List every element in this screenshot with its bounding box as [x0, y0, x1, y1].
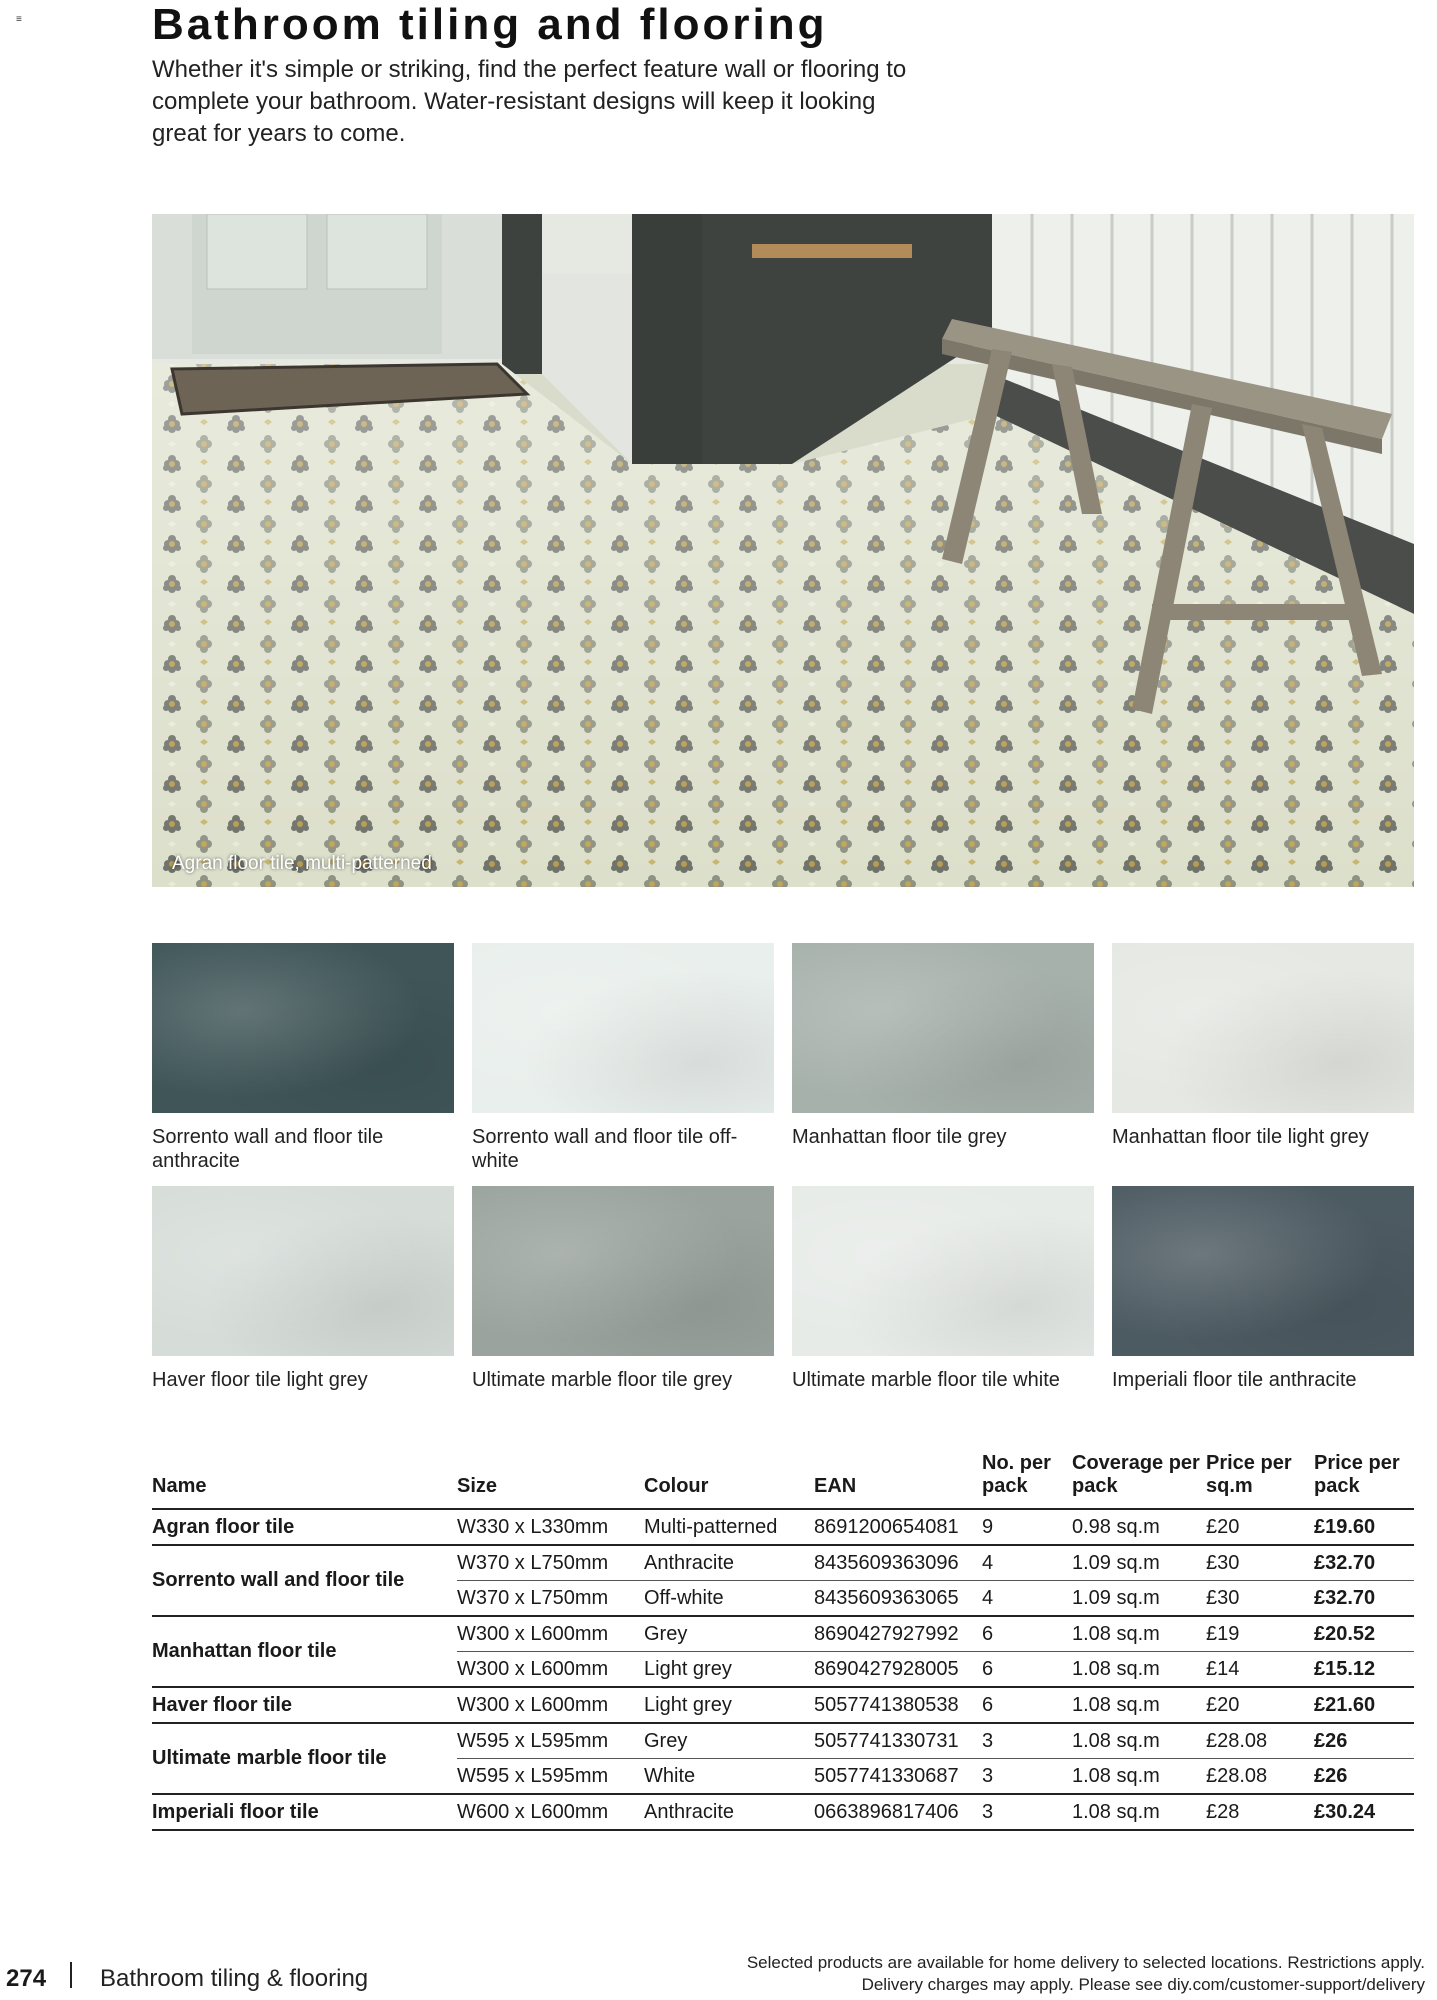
cell-size: W300 x L600mm — [457, 1616, 644, 1652]
cell-price-pack: £15.12 — [1314, 1652, 1414, 1688]
cell-price-pack: £19.60 — [1314, 1509, 1414, 1545]
swatch-image — [472, 943, 774, 1113]
cell-coverage: 0.98 sq.m — [1072, 1509, 1206, 1545]
cell-coverage: 1.08 sq.m — [1072, 1759, 1206, 1795]
table-row — [152, 1545, 1414, 1581]
footer-divider — [70, 1962, 72, 1988]
cell-ean: 8435609363065 — [814, 1581, 982, 1617]
hero-caption: Agran floor tile, multi-patterned — [172, 853, 432, 874]
swatch-image — [792, 943, 1094, 1113]
swatch-haver-light-grey[interactable] — [152, 1186, 454, 1392]
swatch-image — [1112, 1186, 1414, 1356]
cell-coverage: 1.08 sq.m — [1072, 1652, 1206, 1688]
cell-price-sqm: £28.08 — [1206, 1759, 1314, 1795]
swatch-image — [1112, 943, 1414, 1113]
swatch-label: Manhattan floor tile light grey — [1112, 1126, 1369, 1148]
cell-coverage: 1.08 sq.m — [1072, 1687, 1206, 1723]
col-header-ean: EAN — [814, 1452, 982, 1509]
hallway-floor-illustration — [152, 214, 1414, 887]
cell-size: W595 x L595mm — [457, 1723, 644, 1759]
cell-coverage: 1.09 sq.m — [1072, 1581, 1206, 1617]
cell-colour: Grey — [644, 1616, 814, 1652]
swatch-ultimate-marble-grey[interactable] — [472, 1186, 774, 1392]
cell-colour: Anthracite — [644, 1545, 814, 1581]
cell-size: W300 x L600mm — [457, 1652, 644, 1688]
table-body — [152, 1509, 1414, 1830]
cell-price-pack: £26 — [1314, 1759, 1414, 1795]
cell-ean: 8690427928005 — [814, 1652, 982, 1688]
cell-coverage: 1.08 sq.m — [1072, 1616, 1206, 1652]
cell-ean: 5057741330731 — [814, 1723, 982, 1759]
delivery-note-line1: Selected products are available for home delivery to selected locations. Restrictions apply. — [746, 1953, 1425, 1972]
footer-section-title: Bathroom tiling & flooring — [100, 1965, 369, 1992]
cell-price-pack: £32.70 — [1314, 1581, 1414, 1617]
cell-per-pack: 4 — [982, 1545, 1072, 1581]
swatch-sorrento-off-white[interactable] — [472, 943, 774, 1173]
cell-name: Ultimate marble floor tile — [152, 1723, 457, 1794]
cell-colour: Grey — [644, 1723, 814, 1759]
swatch-label: Manhattan floor tile grey — [792, 1126, 1007, 1148]
swatch-image — [152, 943, 454, 1113]
col-header-colour: Colour — [644, 1452, 814, 1509]
swatch-label: Ultimate marble floor tile white — [792, 1369, 1060, 1391]
cell-size: W370 x L750mm — [457, 1545, 644, 1581]
cell-per-pack: 3 — [982, 1723, 1072, 1759]
cell-price-sqm: £20 — [1206, 1687, 1314, 1723]
cell-price-sqm: £14 — [1206, 1652, 1314, 1688]
cell-name: Manhattan floor tile — [152, 1616, 457, 1687]
swatch-manhattan-grey[interactable] — [792, 943, 1094, 1149]
cell-colour: Light grey — [644, 1687, 814, 1723]
cell-colour: White — [644, 1759, 814, 1795]
cell-ean: 8435609363096 — [814, 1545, 982, 1581]
cell-colour: Light grey — [644, 1652, 814, 1688]
cell-size: W370 x L750mm — [457, 1581, 644, 1617]
cell-coverage: 1.08 sq.m — [1072, 1794, 1206, 1830]
swatch-image — [792, 1186, 1094, 1356]
table-header-row — [152, 1452, 1414, 1509]
cell-name: Haver floor tile — [152, 1687, 457, 1723]
cell-size: W300 x L600mm — [457, 1687, 644, 1723]
swatch-label: Haver floor tile light grey — [152, 1369, 368, 1391]
cell-size: W600 x L600mm — [457, 1794, 644, 1830]
cell-price-pack: £32.70 — [1314, 1545, 1414, 1581]
cell-colour: Multi-patterned — [644, 1509, 814, 1545]
cell-price-sqm: £30 — [1206, 1545, 1314, 1581]
swatch-image — [472, 1186, 774, 1356]
swatch-label: Sorrento wall and floor tile off-white — [472, 1126, 738, 1172]
cell-price-sqm: £19 — [1206, 1616, 1314, 1652]
cell-per-pack: 3 — [982, 1759, 1072, 1795]
page-title: Bathroom tiling and flooring — [152, 0, 828, 49]
swatch-label: Sorrento wall and floor tile anthracite — [152, 1126, 384, 1172]
cell-price-sqm: £20 — [1206, 1509, 1314, 1545]
cell-name: Imperiali floor tile — [152, 1794, 457, 1830]
swatch-label: Ultimate marble floor tile grey — [472, 1369, 733, 1391]
cell-size: W595 x L595mm — [457, 1759, 644, 1795]
cell-coverage: 1.08 sq.m — [1072, 1723, 1206, 1759]
table-row — [152, 1687, 1414, 1723]
cell-per-pack: 6 — [982, 1687, 1072, 1723]
cell-ean: 0663896817406 — [814, 1794, 982, 1830]
cell-colour: Off-white — [644, 1581, 814, 1617]
spec-table — [152, 1452, 1414, 1831]
hero-image — [152, 214, 1414, 887]
cell-name: Agran floor tile — [152, 1509, 457, 1545]
swatch-ultimate-marble-white[interactable] — [792, 1186, 1094, 1392]
menu-icon: ≡ — [16, 14, 22, 25]
cell-price-pack: £26 — [1314, 1723, 1414, 1759]
table-row — [152, 1794, 1414, 1830]
swatch-image — [152, 1186, 454, 1356]
cell-ean: 8691200654081 — [814, 1509, 982, 1545]
table-row — [152, 1723, 1414, 1759]
page-number: 274 — [6, 1965, 47, 1992]
cell-ean: 5057741380538 — [814, 1687, 982, 1723]
col-header-per-pack: No. per pack — [982, 1452, 1072, 1509]
cell-price-pack: £30.24 — [1314, 1794, 1414, 1830]
cell-per-pack: 9 — [982, 1509, 1072, 1545]
cell-size: W330 x L330mm — [457, 1509, 644, 1545]
cell-colour: Anthracite — [644, 1794, 814, 1830]
cell-price-sqm: £30 — [1206, 1581, 1314, 1617]
delivery-note-line2: Delivery charges may apply. Please see diy.com/customer-support/delivery — [861, 1975, 1425, 1994]
cell-price-pack: £21.60 — [1314, 1687, 1414, 1723]
cell-per-pack: 6 — [982, 1616, 1072, 1652]
cell-price-pack: £20.52 — [1314, 1616, 1414, 1652]
swatch-manhattan-light-grey[interactable] — [1112, 943, 1414, 1149]
col-header-price-sqm: Price per sq.m — [1206, 1452, 1314, 1509]
cell-price-sqm: £28 — [1206, 1794, 1314, 1830]
table-row — [152, 1509, 1414, 1545]
swatch-label: Imperiali floor tile anthracite — [1112, 1369, 1357, 1391]
swatch-sorrento-anthracite[interactable] — [152, 943, 454, 1173]
col-header-price-pack: Price per pack — [1314, 1452, 1414, 1509]
cell-per-pack: 6 — [982, 1652, 1072, 1688]
cell-ean: 8690427927992 — [814, 1616, 982, 1652]
table-row — [152, 1616, 1414, 1652]
intro-text: Whether it's simple or striking, find the perfect feature wall or flooring to complete your bathroom. Water-resistant designs will keep it looking great for years to come. — [152, 56, 907, 147]
delivery-note — [747, 1952, 1425, 1996]
col-header-coverage: Coverage per pack — [1072, 1452, 1206, 1509]
col-header-size: Size — [457, 1452, 644, 1509]
col-header-name: Name — [152, 1452, 457, 1509]
cell-per-pack: 4 — [982, 1581, 1072, 1617]
cell-ean: 5057741330687 — [814, 1759, 982, 1795]
swatch-imperiali-anthracite[interactable] — [1112, 1186, 1414, 1392]
cell-name: Sorrento wall and floor tile — [152, 1545, 457, 1616]
cell-per-pack: 3 — [982, 1794, 1072, 1830]
cell-coverage: 1.09 sq.m — [1072, 1545, 1206, 1581]
cell-price-sqm: £28.08 — [1206, 1723, 1314, 1759]
